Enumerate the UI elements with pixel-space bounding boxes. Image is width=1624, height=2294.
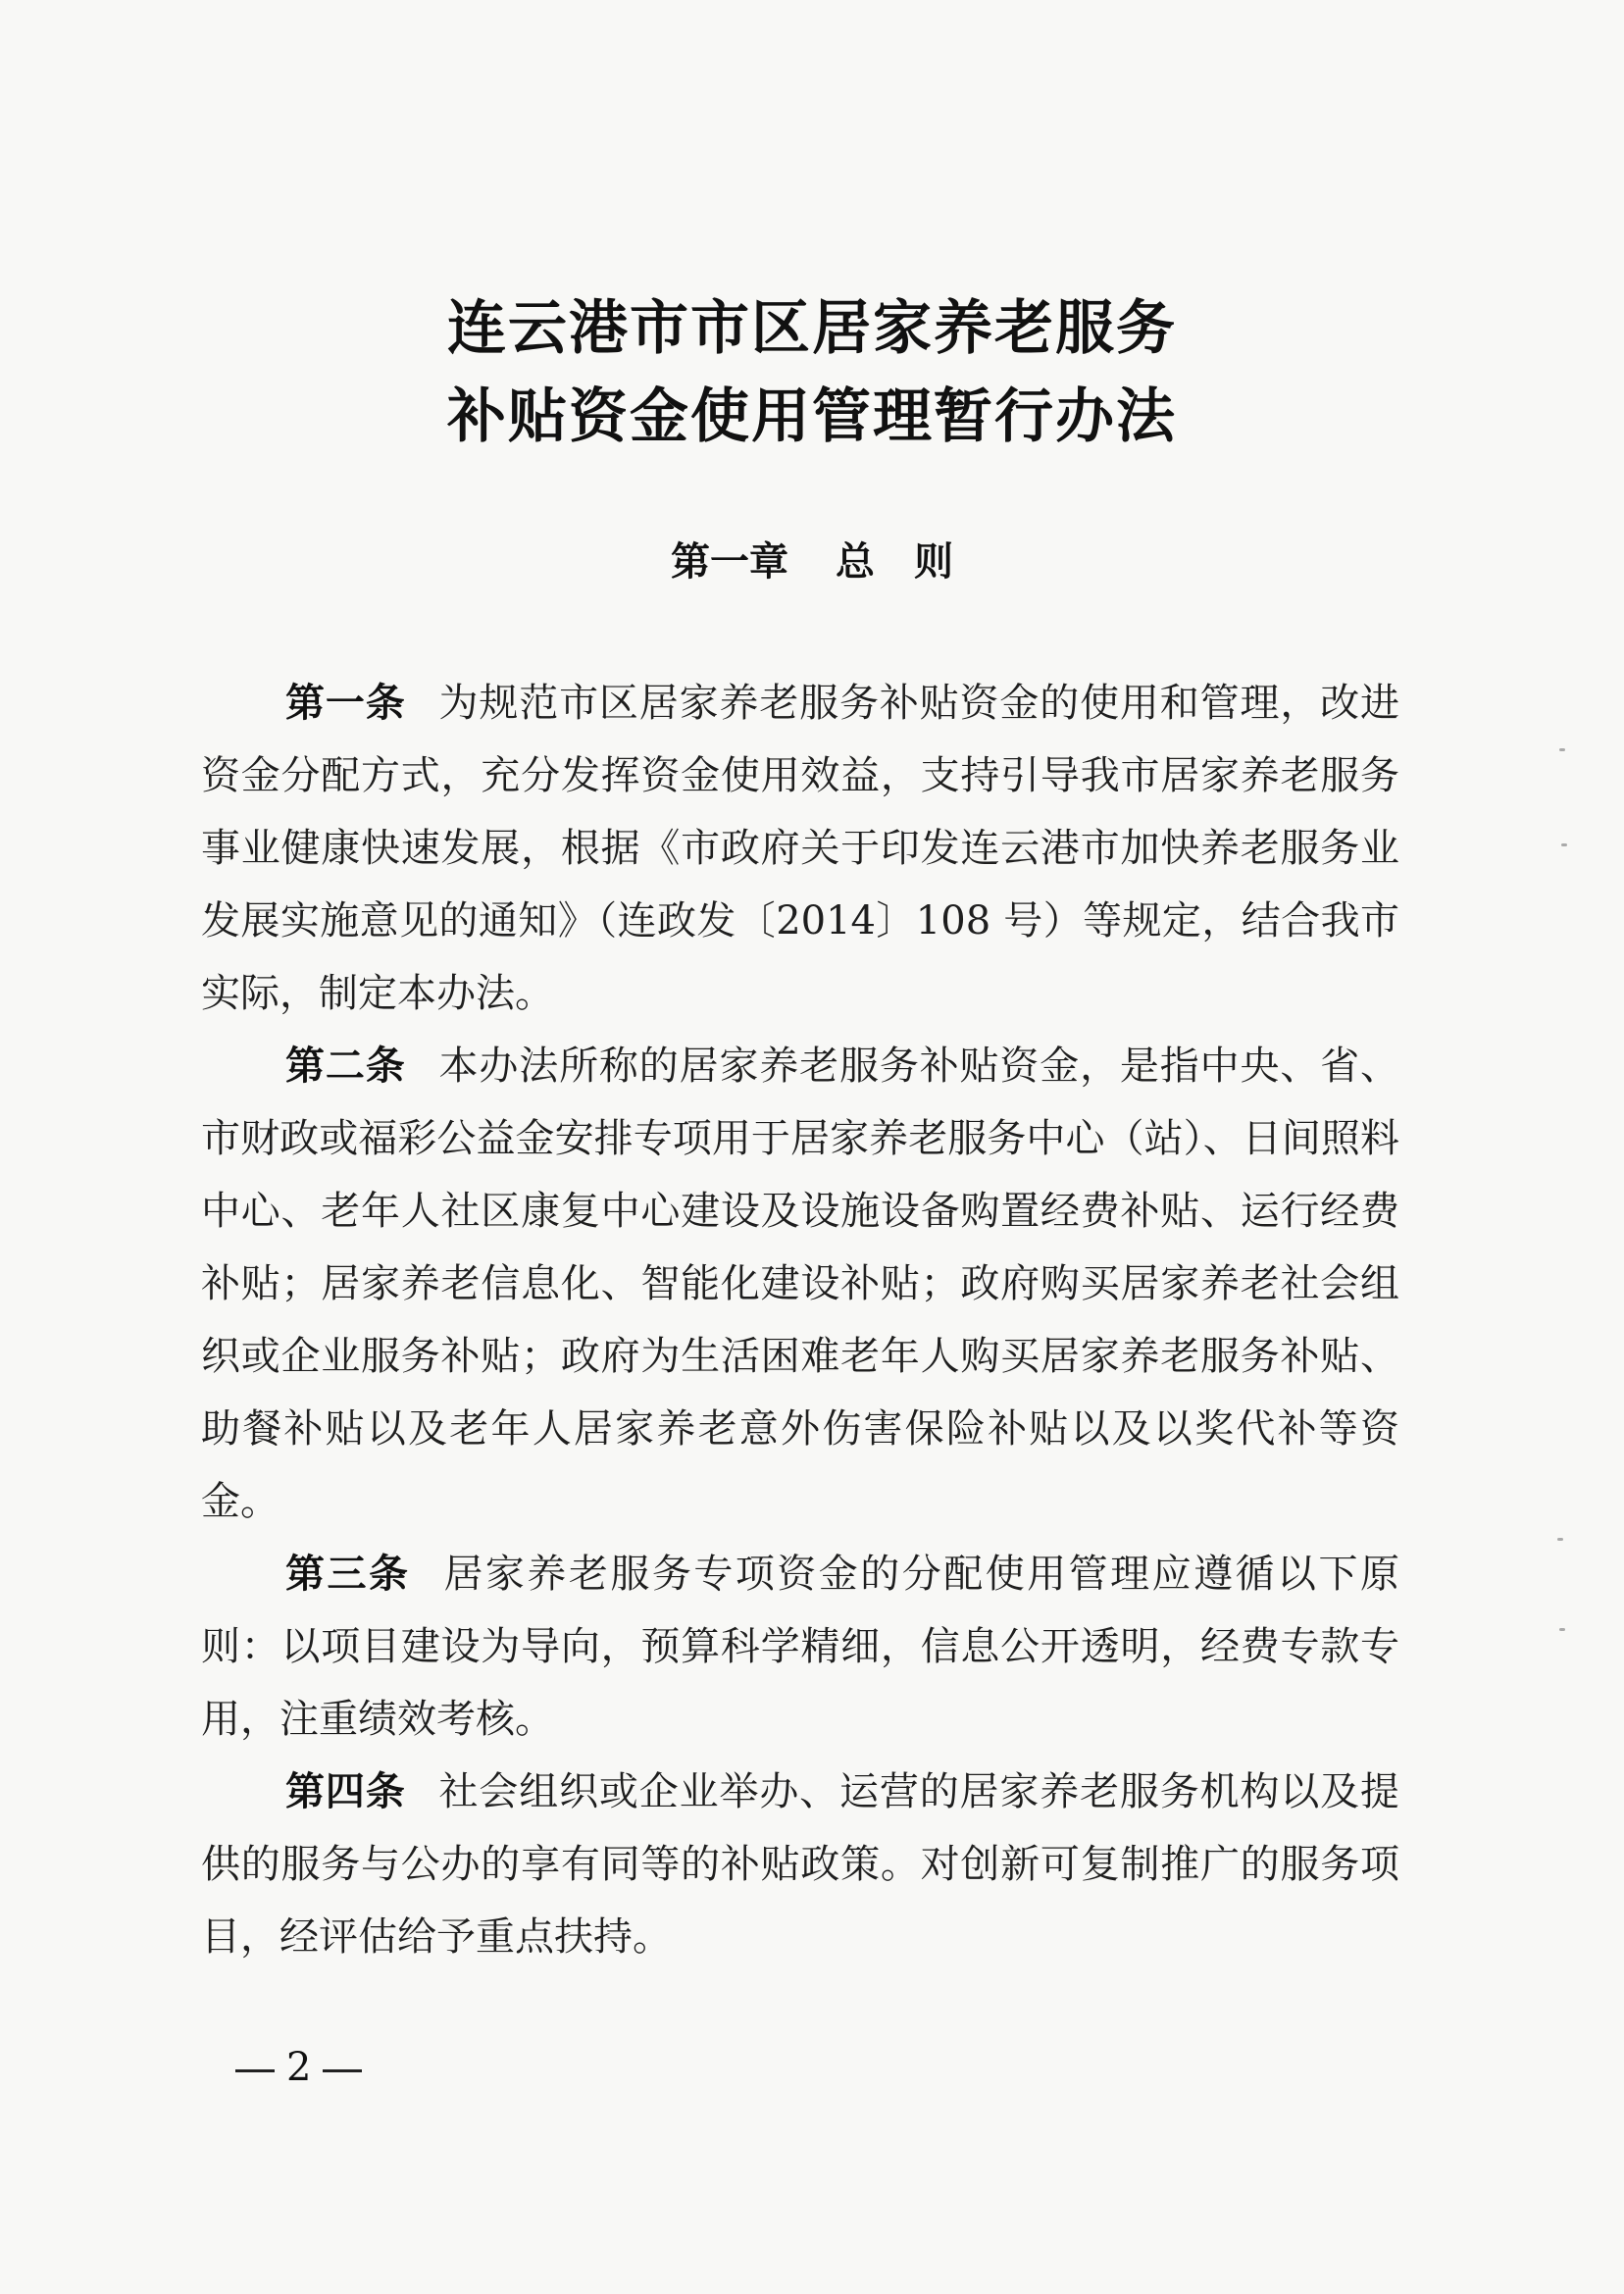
article-1-lead: 第一条 bbox=[285, 681, 406, 726]
chapter-heading bbox=[0, 533, 1624, 591]
article-4-lead: 第四条 bbox=[285, 1769, 406, 1814]
scan-speck bbox=[1561, 843, 1567, 846]
article-4-text: 社会组织或企业举办、运营的居家养老服务机构以及提供的服务与公办的享有同等的补贴政策。对创新可复制推广的服务项目，经评估给予重点扶持。 bbox=[201, 1769, 1400, 1960]
article-4 bbox=[201, 1756, 1399, 1973]
title-line-2: 补贴资金使用管理暂行办法 bbox=[447, 382, 1177, 451]
article-1-text: 为规范市区居家养老服务补贴资金的使用和管理，改进资金分配方式，充分发挥资金使用效益，支持引导我市居家养老服务事业健康快速发展，根据《市政府关于印发连云港市加快养老服务业发展实施意见的通知》（连政发〔2014〕108 号）等规定，结合我市实际，制定本办法。 bbox=[201, 681, 1400, 1016]
document-title bbox=[0, 284, 1624, 461]
article-1 bbox=[201, 667, 1399, 1030]
title-line-1: 连云港市市区居家养老服务 bbox=[447, 294, 1177, 363]
scan-speck bbox=[1559, 748, 1565, 751]
page-number-value: 2 bbox=[286, 2045, 312, 2090]
article-3 bbox=[201, 1538, 1399, 1756]
scan-speck bbox=[1559, 1628, 1565, 1631]
chapter-number: 第一章 bbox=[671, 539, 788, 585]
page-number-dash-right bbox=[323, 2069, 362, 2072]
article-3-text: 居家养老服务专项资金的分配使用管理应遵循以下原则：以项目建设为导向，预算科学精细，信息公开透明，经费专款专用，注重绩效考核。 bbox=[201, 1552, 1400, 1742]
chapter-title: 总 则 bbox=[836, 539, 953, 585]
article-2-lead: 第二条 bbox=[285, 1044, 406, 1089]
page-number bbox=[224, 2038, 374, 2097]
scan-speck bbox=[1557, 1538, 1563, 1541]
document-body bbox=[201, 667, 1399, 1973]
article-2-text: 本办法所称的居家养老服务补贴资金，是指中央、省、市财政或福彩公益金安排专项用于居家养老服务中心（站）、日间照料中心、老年人社区康复中心建设及设施设备购置经费补贴、运行经费补贴；居家养老信息化、智能化建设补贴；政府购买居家养老社会组织或企业服务补贴；政府为生活困难老年人购买居家养老服务补贴、助餐补贴以及老年人居家养老意外伤害保险补贴以及以奖代补等资金。 bbox=[201, 1044, 1400, 1524]
article-3-lead: 第三条 bbox=[285, 1552, 411, 1597]
article-2 bbox=[201, 1030, 1399, 1538]
page-number-dash-left bbox=[235, 2069, 275, 2072]
